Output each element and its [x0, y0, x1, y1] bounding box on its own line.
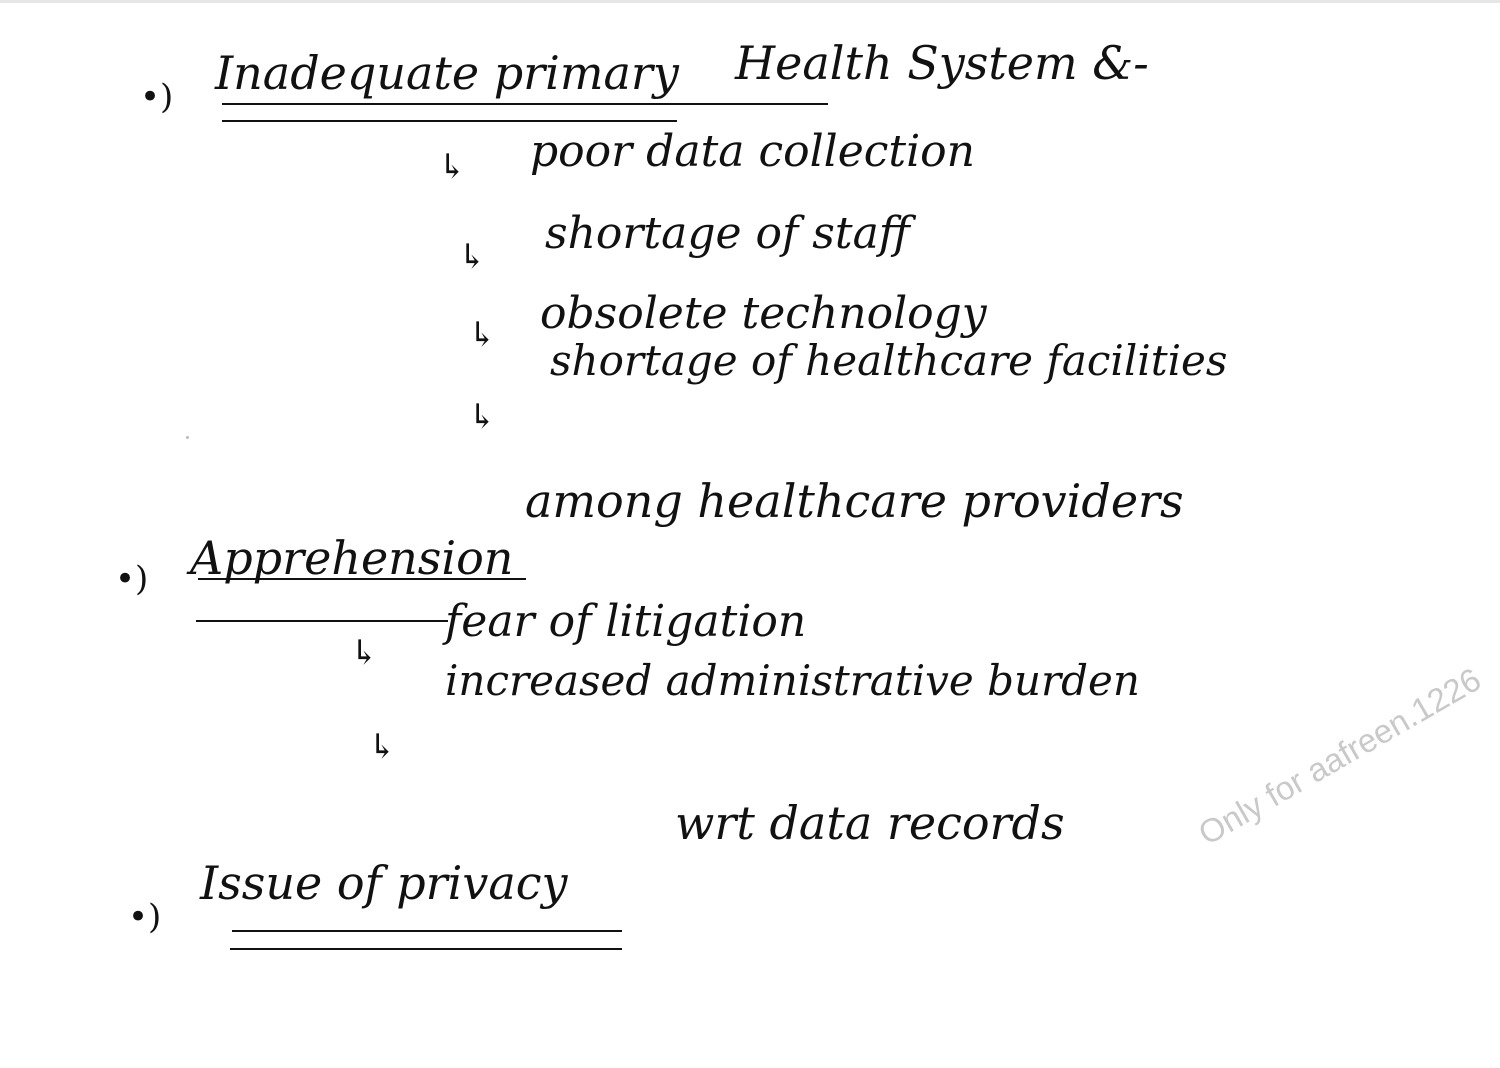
- section-2-bullet: •): [115, 559, 149, 599]
- stray-dot: [186, 436, 189, 439]
- section-1-item-3: obsolete technology: [540, 288, 987, 339]
- section-1-bullet: •): [140, 77, 174, 117]
- section-1-item-2-arrow: ↳: [458, 237, 487, 277]
- section-1-item-1: poor data collection: [530, 126, 976, 177]
- section-2-item-2-arrow: ↳: [368, 727, 397, 767]
- section-1-item-4-arrow: ↳: [468, 397, 497, 437]
- watermark: Only for aafreen.1226: [1192, 660, 1487, 853]
- section-3-double-underline: [230, 948, 622, 950]
- section-2-item-2: increased administrative burden: [445, 656, 1140, 705]
- section-1-heading: Inadequate primary: [215, 46, 679, 100]
- top-divider: [0, 0, 1500, 3]
- section-1-item-2: shortage of staff: [545, 208, 910, 259]
- section-2-item-1: fear of litigation: [445, 596, 807, 647]
- section-2-double-underline: [196, 620, 448, 622]
- section-1-heading-rest: Health System &-: [735, 36, 1149, 90]
- section-1-item-4: shortage of healthcare facilities: [550, 336, 1228, 385]
- section-3-bullet: •): [128, 897, 162, 937]
- section-1-item-1-arrow: ↳: [438, 147, 467, 187]
- section-3-underline: [232, 930, 622, 932]
- section-3-heading-rest: wrt data records: [675, 796, 1065, 850]
- section-1-double-underline: [222, 120, 677, 122]
- section-2-underline: [198, 578, 526, 580]
- section-3-heading: Issue of privacy: [200, 856, 568, 910]
- section-1-item-3-arrow: ↳: [468, 315, 497, 355]
- section-2-heading: Apprehension: [190, 531, 514, 585]
- section-2-heading-rest: among healthcare providers: [525, 474, 1184, 528]
- section-2-item-1-arrow: ↳: [350, 633, 379, 673]
- section-1-underline: [222, 103, 828, 105]
